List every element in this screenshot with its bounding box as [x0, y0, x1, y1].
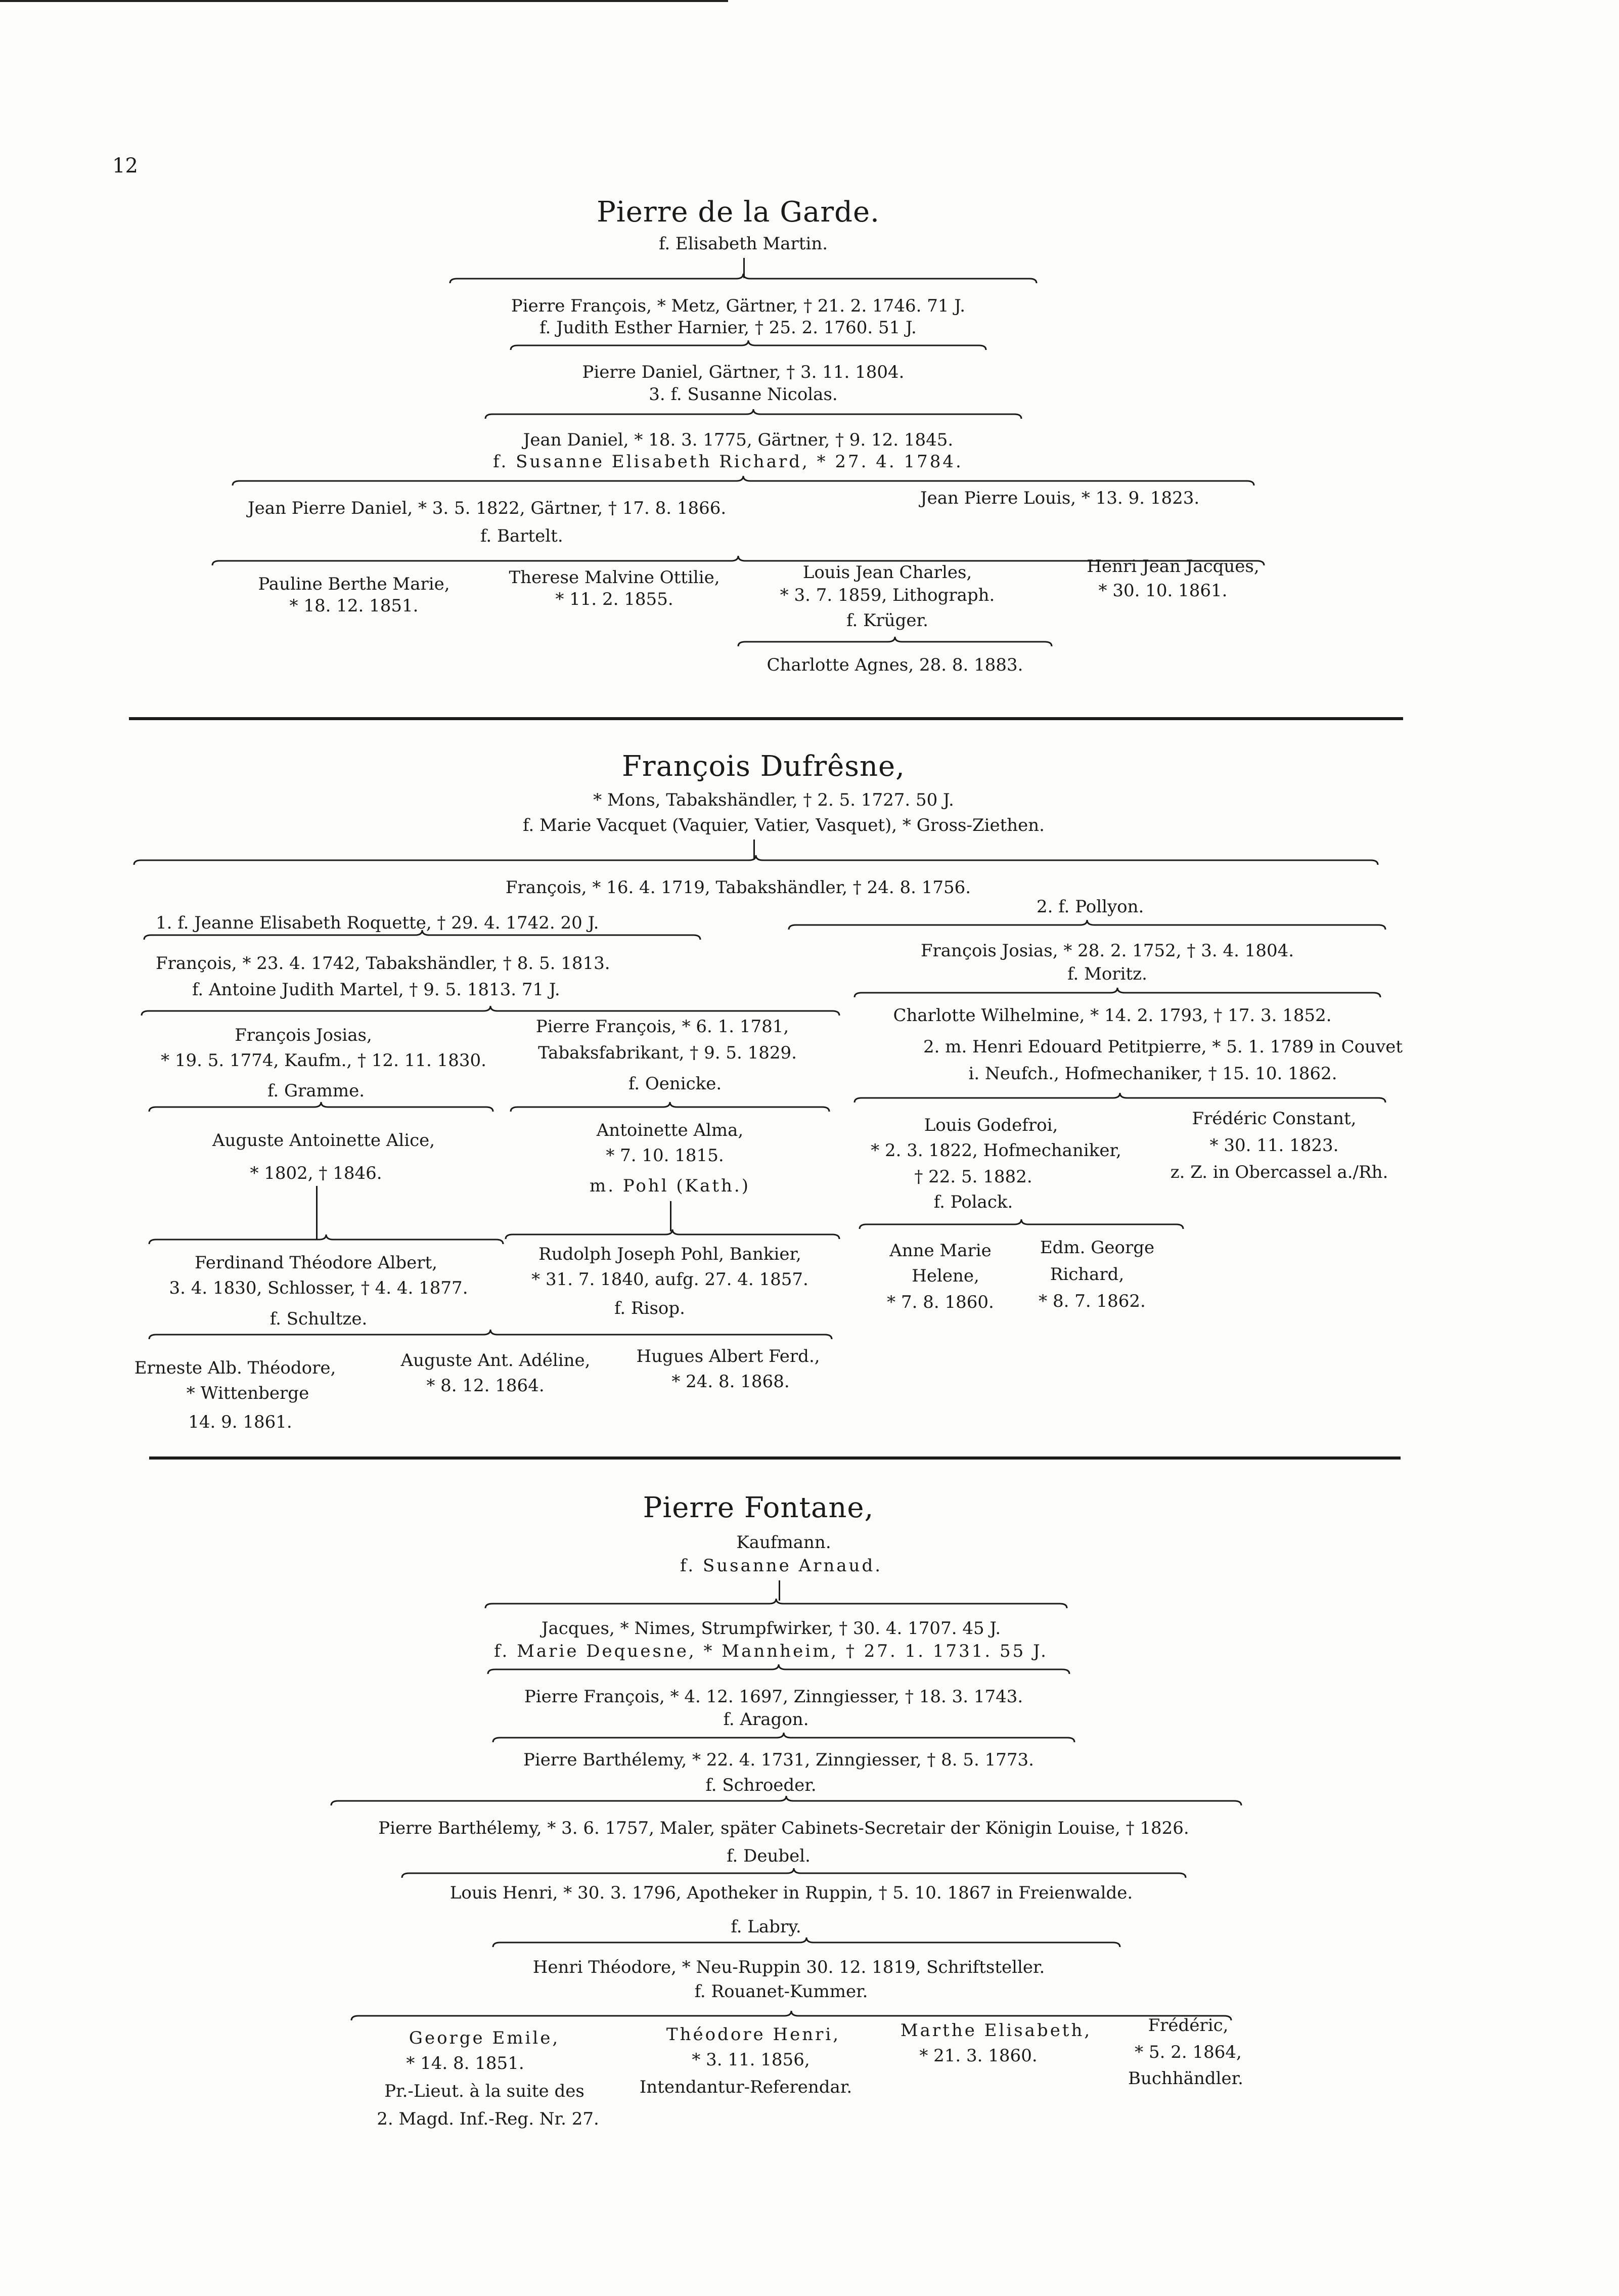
child-entry: George Emile, — [409, 2028, 560, 2048]
section-divider — [149, 1456, 1401, 1460]
child-entry: Frédéric, — [1148, 2015, 1229, 2036]
generation-brace — [149, 1329, 832, 1340]
person-entry: François Josias, * 28. 2. 1752, † 3. 4. 1804. — [920, 941, 1294, 961]
person-entry: François Josias, — [235, 1025, 372, 1045]
person-entry: * 8. 7. 1862. — [1039, 1291, 1146, 1311]
person-entry: Rudolph Joseph Pohl, Bankier, — [538, 1244, 801, 1264]
child-entry: Louis Jean Charles, — [802, 562, 972, 583]
person-entry: Pierre Daniel, Gärtner, † 3. 11. 1804. — [582, 362, 905, 382]
person-entry: * 31. 7. 1840, aufg. 27. 4. 1857. — [531, 1269, 808, 1290]
person-entry: Auguste Ant. Adéline, — [400, 1350, 591, 1371]
person-entry: Pierre Barthélemy, * 3. 6. 1757, Maler, später Cabinets-Secretair der Königin Louise, † 1826. — [378, 1818, 1189, 1838]
person-entry: Henri Théodore, * Neu-Ruppin 30. 12. 1819, Schriftsteller. — [532, 1957, 1045, 1977]
child-entry: 2. Magd. Inf.-Reg. Nr. 27. — [377, 2109, 599, 2129]
grandchild-entry: Charlotte Agnes, 28. 8. 1883. — [767, 655, 1023, 675]
person-entry: 3. 4. 1830, Schlosser, † 4. 4. 1877. — [169, 1278, 468, 1298]
person-entry: 3. f. Susanne Nicolas. — [649, 384, 838, 405]
family-title: Pierre Fontane, — [643, 1491, 874, 1524]
person-entry: f. Schultze. — [269, 1309, 368, 1329]
generation-brace — [351, 2010, 1231, 2021]
child-entry: * 5. 2. 1864, — [1135, 2042, 1242, 2062]
child-entry: Henri Jean Jacques, — [1087, 556, 1260, 577]
family-title: Pierre de la Garde. — [597, 196, 880, 229]
person-entry: m. Pohl (Kath.) — [590, 1176, 750, 1196]
person-entry: Jean Pierre Daniel, * 3. 5. 1822, Gärtner, † 17. 8. 1866. — [248, 498, 727, 518]
child-entry: Théodore Henri, — [666, 2024, 841, 2045]
generation-brace — [149, 1101, 493, 1113]
person-entry: f. Oenicke. — [628, 1074, 722, 1094]
generation-brace — [789, 919, 1385, 931]
connector-line — [670, 1201, 671, 1231]
scan-edge-line — [0, 0, 728, 2]
person-entry: f. Marie Dequesne, * Mannheim, † 27. 1. 1731. 55 J. — [494, 1641, 1048, 1661]
person-entry: * Wittenberge — [186, 1383, 309, 1403]
person-entry: z. Z. in Obercassel a./Rh. — [1170, 1162, 1388, 1182]
person-entry: * 19. 5. 1774, Kaufm., † 12. 11. 1830. — [161, 1050, 486, 1071]
person-entry: 2. f. Pollyon. — [1037, 897, 1144, 917]
person-entry: Tabaksfabrikant, † 9. 5. 1829. — [538, 1043, 797, 1063]
person-entry: Frédéric Constant, — [1192, 1109, 1357, 1129]
person-entry: Helene, — [912, 1266, 979, 1286]
person-entry: Ferdinand Théodore Albert, — [194, 1253, 438, 1273]
person-entry: * 30. 11. 1823. — [1209, 1135, 1339, 1156]
child-entry: Pr.-Lieut. à la suite des — [384, 2081, 584, 2101]
person-entry: Louis Henri, * 30. 3. 1796, Apotheker in Ruppin, † 5. 10. 1867 in Freienwalde. — [449, 1883, 1133, 1903]
person-entry: f. Susanne Elisabeth Richard, * 27. 4. 1784. — [493, 452, 963, 472]
child-entry: * 14. 8. 1851. — [406, 2053, 524, 2073]
child-entry: Therese Malvine Ottilie, — [509, 567, 720, 588]
person-entry: * 2. 3. 1822, Hofmechaniker, — [871, 1140, 1121, 1161]
person-entry: f. Judith Esther Harnier, † 25. 2. 1760. 51 J. — [539, 318, 917, 338]
person-entry: Erneste Alb. Théodore, — [134, 1358, 336, 1378]
generation-brace — [860, 1219, 1183, 1230]
person-entry: f. Moritz. — [1067, 964, 1147, 984]
person-entry: * 24. 8. 1868. — [671, 1372, 790, 1392]
generation-brace — [402, 1868, 1186, 1879]
person-entry: Jean Daniel, * 18. 3. 1775, Gärtner, † 9. 12. 1845. — [523, 430, 954, 450]
person-entry: f. Gramme. — [267, 1081, 365, 1101]
child-entry: Marthe Elisabeth, — [900, 2020, 1092, 2041]
person-entry: f. Schroeder. — [705, 1775, 817, 1795]
person-entry: * 8. 12. 1864. — [426, 1376, 545, 1396]
generation-brace — [493, 1732, 1074, 1743]
child-entry: Buchhändler. — [1128, 2068, 1243, 2089]
person-entry: Anne Marie — [889, 1241, 992, 1261]
progenitor-entry: Kaufmann. — [736, 1532, 831, 1553]
person-entry: Pierre François, * Metz, Gärtner, † 21. 2. 1746. 71 J. — [511, 296, 966, 316]
person-entry: Louis Godefroi, — [924, 1115, 1058, 1135]
person-entry: Antoinette Alma, — [596, 1120, 744, 1140]
person-entry: f. Bartelt. — [480, 526, 563, 546]
generation-brace — [149, 1234, 503, 1245]
generation-brace — [855, 1092, 1385, 1103]
child-entry: Intendantur-Referendar. — [639, 2077, 852, 2097]
generation-brace — [488, 1664, 1069, 1675]
person-entry: f. Deubel. — [727, 1846, 811, 1866]
person-entry: f. Rouanet-Kummer. — [694, 1981, 868, 2002]
person-entry: François, * 23. 4. 1742, Tabakshändler, † 8. 5. 1813. — [156, 953, 610, 974]
generation-brace — [493, 1937, 1120, 1948]
generation-brace — [506, 1229, 839, 1240]
person-entry: f. Antoine Judith Martel, † 9. 5. 1813. 71 J. — [192, 980, 560, 1000]
connector-line — [316, 1186, 318, 1239]
person-entry: Jacques, * Nimes, Strumpfwirker, † 30. 4. 1707. 45 J. — [541, 1618, 1001, 1639]
person-entry: Edm. George — [1040, 1238, 1155, 1258]
person-entry: Charlotte Wilhelmine, * 14. 2. 1793, † 17. 3. 1852. — [893, 1005, 1332, 1026]
progenitor-entry: * Mons, Tabakshändler, † 2. 5. 1727. 50 J. — [593, 790, 954, 810]
person-entry: 2. m. Henri Edouard Petitpierre, * 5. 1. 1789 in Couvet — [923, 1037, 1403, 1057]
child-entry: * 18. 12. 1851. — [289, 596, 419, 616]
progenitor-spouse: f. Susanne Arnaud. — [680, 1556, 883, 1576]
page-number: 12 — [112, 154, 138, 178]
generation-brace — [855, 987, 1380, 998]
person-entry: Jean Pierre Louis, * 13. 9. 1823. — [920, 488, 1200, 508]
generation-brace — [142, 1005, 839, 1017]
person-entry: * 7. 10. 1815. — [606, 1145, 724, 1166]
person-entry: 14. 9. 1861. — [188, 1412, 292, 1432]
person-entry: f. Polack. — [933, 1192, 1013, 1212]
person-entry: † 22. 5. 1882. — [914, 1167, 1032, 1187]
child-entry: * 3. 11. 1856, — [692, 2050, 810, 2070]
person-entry: i. Neufch., Hofmechaniker, † 15. 10. 1862. — [968, 1064, 1337, 1084]
child-entry: * 3. 7. 1859, Lithograph. — [780, 585, 995, 605]
person-entry: f. Aragon. — [723, 1709, 809, 1730]
person-entry: Pierre François, * 4. 12. 1697, Zinngiesser, † 18. 3. 1743. — [524, 1687, 1023, 1707]
generation-brace — [331, 1795, 1241, 1806]
person-entry: François, * 16. 4. 1719, Tabakshändler, † 24. 8. 1756. — [505, 877, 971, 898]
person-entry: Auguste Antoinette Alice, — [212, 1130, 435, 1151]
child-entry: * 21. 3. 1860. — [919, 2046, 1038, 2066]
person-entry: 1. f. Jeanne Elisabeth Roquette, † 29. 4. 1742. 20 J. — [156, 913, 599, 933]
person-entry: Hugues Albert Ferd., — [636, 1346, 820, 1366]
generation-brace — [485, 1598, 1067, 1609]
generation-brace — [134, 855, 1378, 866]
person-entry: f. Labry. — [731, 1917, 801, 1937]
generation-brace — [450, 273, 1037, 284]
child-entry: * 30. 10. 1861. — [1098, 581, 1228, 601]
progenitor-spouse: f. Marie Vacquet (Vaquier, Vatier, Vasquet), * Gross-Ziethen. — [523, 815, 1045, 835]
generation-brace — [511, 1101, 829, 1113]
person-entry: * 7. 8. 1860. — [887, 1292, 994, 1312]
person-entry: Pierre Barthélemy, * 22. 4. 1731, Zinngiesser, † 8. 5. 1773. — [523, 1750, 1034, 1770]
generation-brace — [144, 930, 700, 941]
section-divider — [129, 717, 1403, 720]
person-entry: f. Risop. — [614, 1298, 685, 1318]
generation-brace — [738, 636, 1052, 647]
generation-brace — [485, 409, 1021, 420]
person-entry: Pierre François, * 6. 1. 1781, — [535, 1017, 789, 1037]
family-title: François Dufrêsne, — [622, 750, 905, 783]
child-entry: Pauline Berthe Marie, — [258, 574, 450, 594]
child-entry: * 11. 2. 1855. — [555, 589, 673, 609]
person-entry: * 1802, † 1846. — [250, 1163, 382, 1183]
person-entry: Richard, — [1050, 1264, 1125, 1285]
generation-brace — [233, 475, 1254, 487]
child-entry: f. Krüger. — [846, 610, 928, 631]
connector-line — [779, 1580, 780, 1601]
progenitor-spouse: f. Elisabeth Martin. — [658, 234, 828, 254]
generation-brace — [511, 340, 986, 351]
